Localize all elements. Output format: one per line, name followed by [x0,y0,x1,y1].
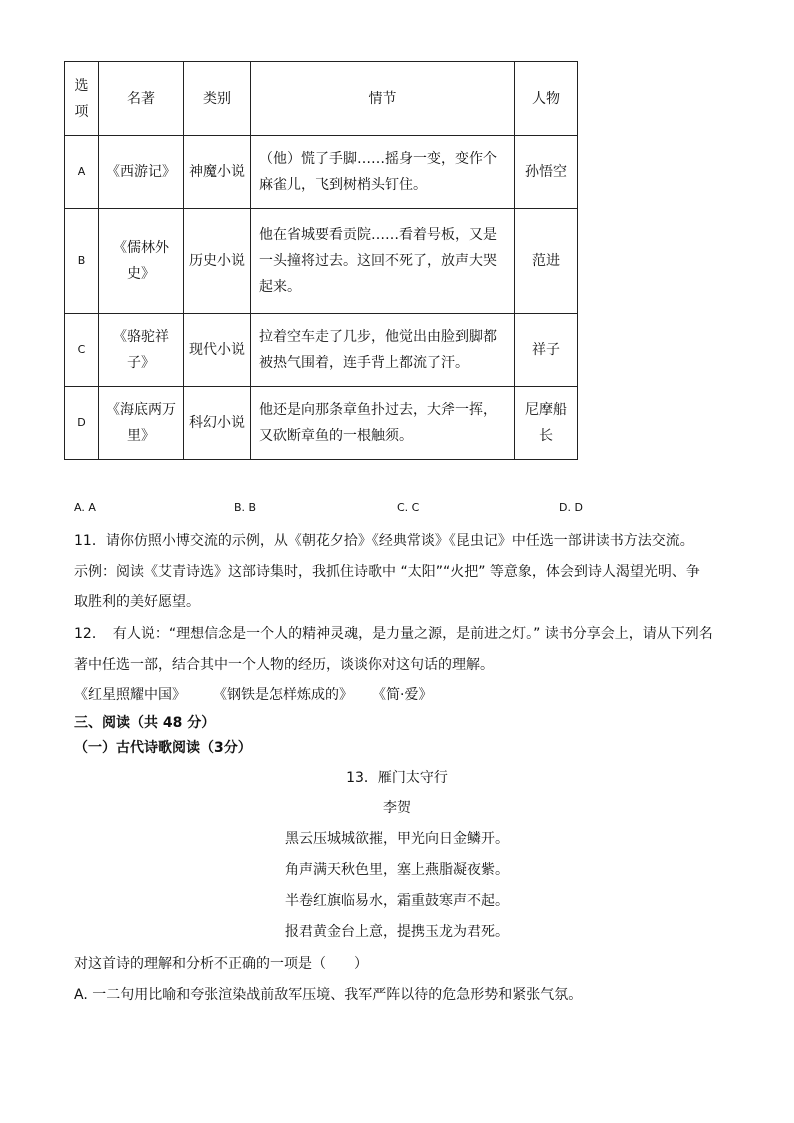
question-11: 11．请你仿照小博交流的示例，从《朝花夕拾》《经典常谈》《昆虫记》中任选一部讲读书方法交流。 [74,533,694,549]
cell-character: 尼摩船长 [515,387,578,460]
table-row [65,209,578,314]
cell-category: 历史小说 [184,209,251,314]
cell-character: 孙悟空 [515,136,578,209]
table-row [65,136,578,209]
question-13-option-a[interactable]: A. 一二句用比喻和夸张渲染战前敌军压境、我军严阵以待的危急形势和紧张气氛。 [74,987,583,1003]
cell-category: 现代小说 [184,314,251,387]
book-option-3: 《简·爱》 [372,687,433,703]
cell-option: A [65,136,99,209]
poem-line-2: 角声满天秋色里，塞上燕脂凝夜紫。 [285,862,509,878]
cell-plot: 他还是向那条章鱼扑过去，大斧一挥，又砍断章鱼的一根触须。 [251,387,515,460]
header-plot: 情节 [251,62,515,136]
header-book: 名著 [99,62,184,136]
example-line-1: 示例：阅读《艾青诗选》这部诗集时，我抓住诗歌中 “太阳”“火把” 等意象，体会到诗人渴望光明、争 [74,564,700,580]
choice-d[interactable]: D. D [559,501,583,514]
poem-line-3: 半卷红旗临易水，霜重鼓寒声不起。 [285,893,509,909]
literature-table [64,61,578,460]
choice-b[interactable]: B. B [234,501,257,514]
cell-option: C [65,314,99,387]
cell-category: 科幻小说 [184,387,251,460]
question-12-line-1: 12． 有人说：“理想信念是一个人的精神灵魂，是力量之源，是前进之灯。” 读书分享会上，请从下列名 [74,626,713,642]
poem-title: 13．雁门太守行 [346,770,448,786]
cell-character: 范进 [515,209,578,314]
cell-book: 《西游记》 [99,136,184,209]
poem-author: 李贺 [383,800,411,816]
question-12-line-2: 著中任选一部，结合其中一个人物的经历，谈谈你对这句话的理解。 [74,657,494,673]
table-header-row [65,62,578,136]
cell-book: 《海底两万里》 [99,387,184,460]
question-13-stem: 对这首诗的理解和分析不正确的一项是（ ） [74,956,368,972]
book-option-1: 《红星照耀中国》 [74,687,186,703]
poem-line-4: 报君黄金台上意，提携玉龙为君死。 [285,924,509,940]
header-option-line2: 项 [74,103,89,120]
poem-line-1: 黑云压城城欲摧，甲光向日金鳞开。 [285,831,509,847]
cell-plot: 他在省城要看贡院……看着号板，又是一头撞将过去。这回不死了，放声大哭起来。 [251,209,515,314]
header-option-line1: 选 [74,77,89,94]
cell-category: 神魔小说 [184,136,251,209]
header-option [65,62,99,136]
section-title: 三、阅读（共 48 分） [74,715,216,731]
header-category: 类别 [184,62,251,136]
example-line-2: 取胜利的美好愿望。 [74,594,200,610]
header-character: 人物 [515,62,578,136]
cell-book: 《骆驼祥子》 [99,314,184,387]
cell-plot: （他）慌了手脚……摇身一变，变作个麻雀儿，飞到树梢头钉住。 [251,136,515,209]
table-row [65,387,578,460]
cell-plot: 拉着空车走了几步，他觉出由脸到脚都被热气围着，连手背上都流了汗。 [251,314,515,387]
answer-choices [74,501,774,519]
cell-book: 《儒林外史》 [99,209,184,314]
section-subtitle: （一）古代诗歌阅读（3分） [74,740,252,756]
choice-c[interactable]: C. C [397,501,420,514]
book-option-2: 《钢铁是怎样炼成的》 [213,687,353,703]
cell-character: 祥子 [515,314,578,387]
table-row [65,314,578,387]
cell-option: D [65,387,99,460]
choice-a[interactable]: A. A [74,501,96,514]
cell-option: B [65,209,99,314]
